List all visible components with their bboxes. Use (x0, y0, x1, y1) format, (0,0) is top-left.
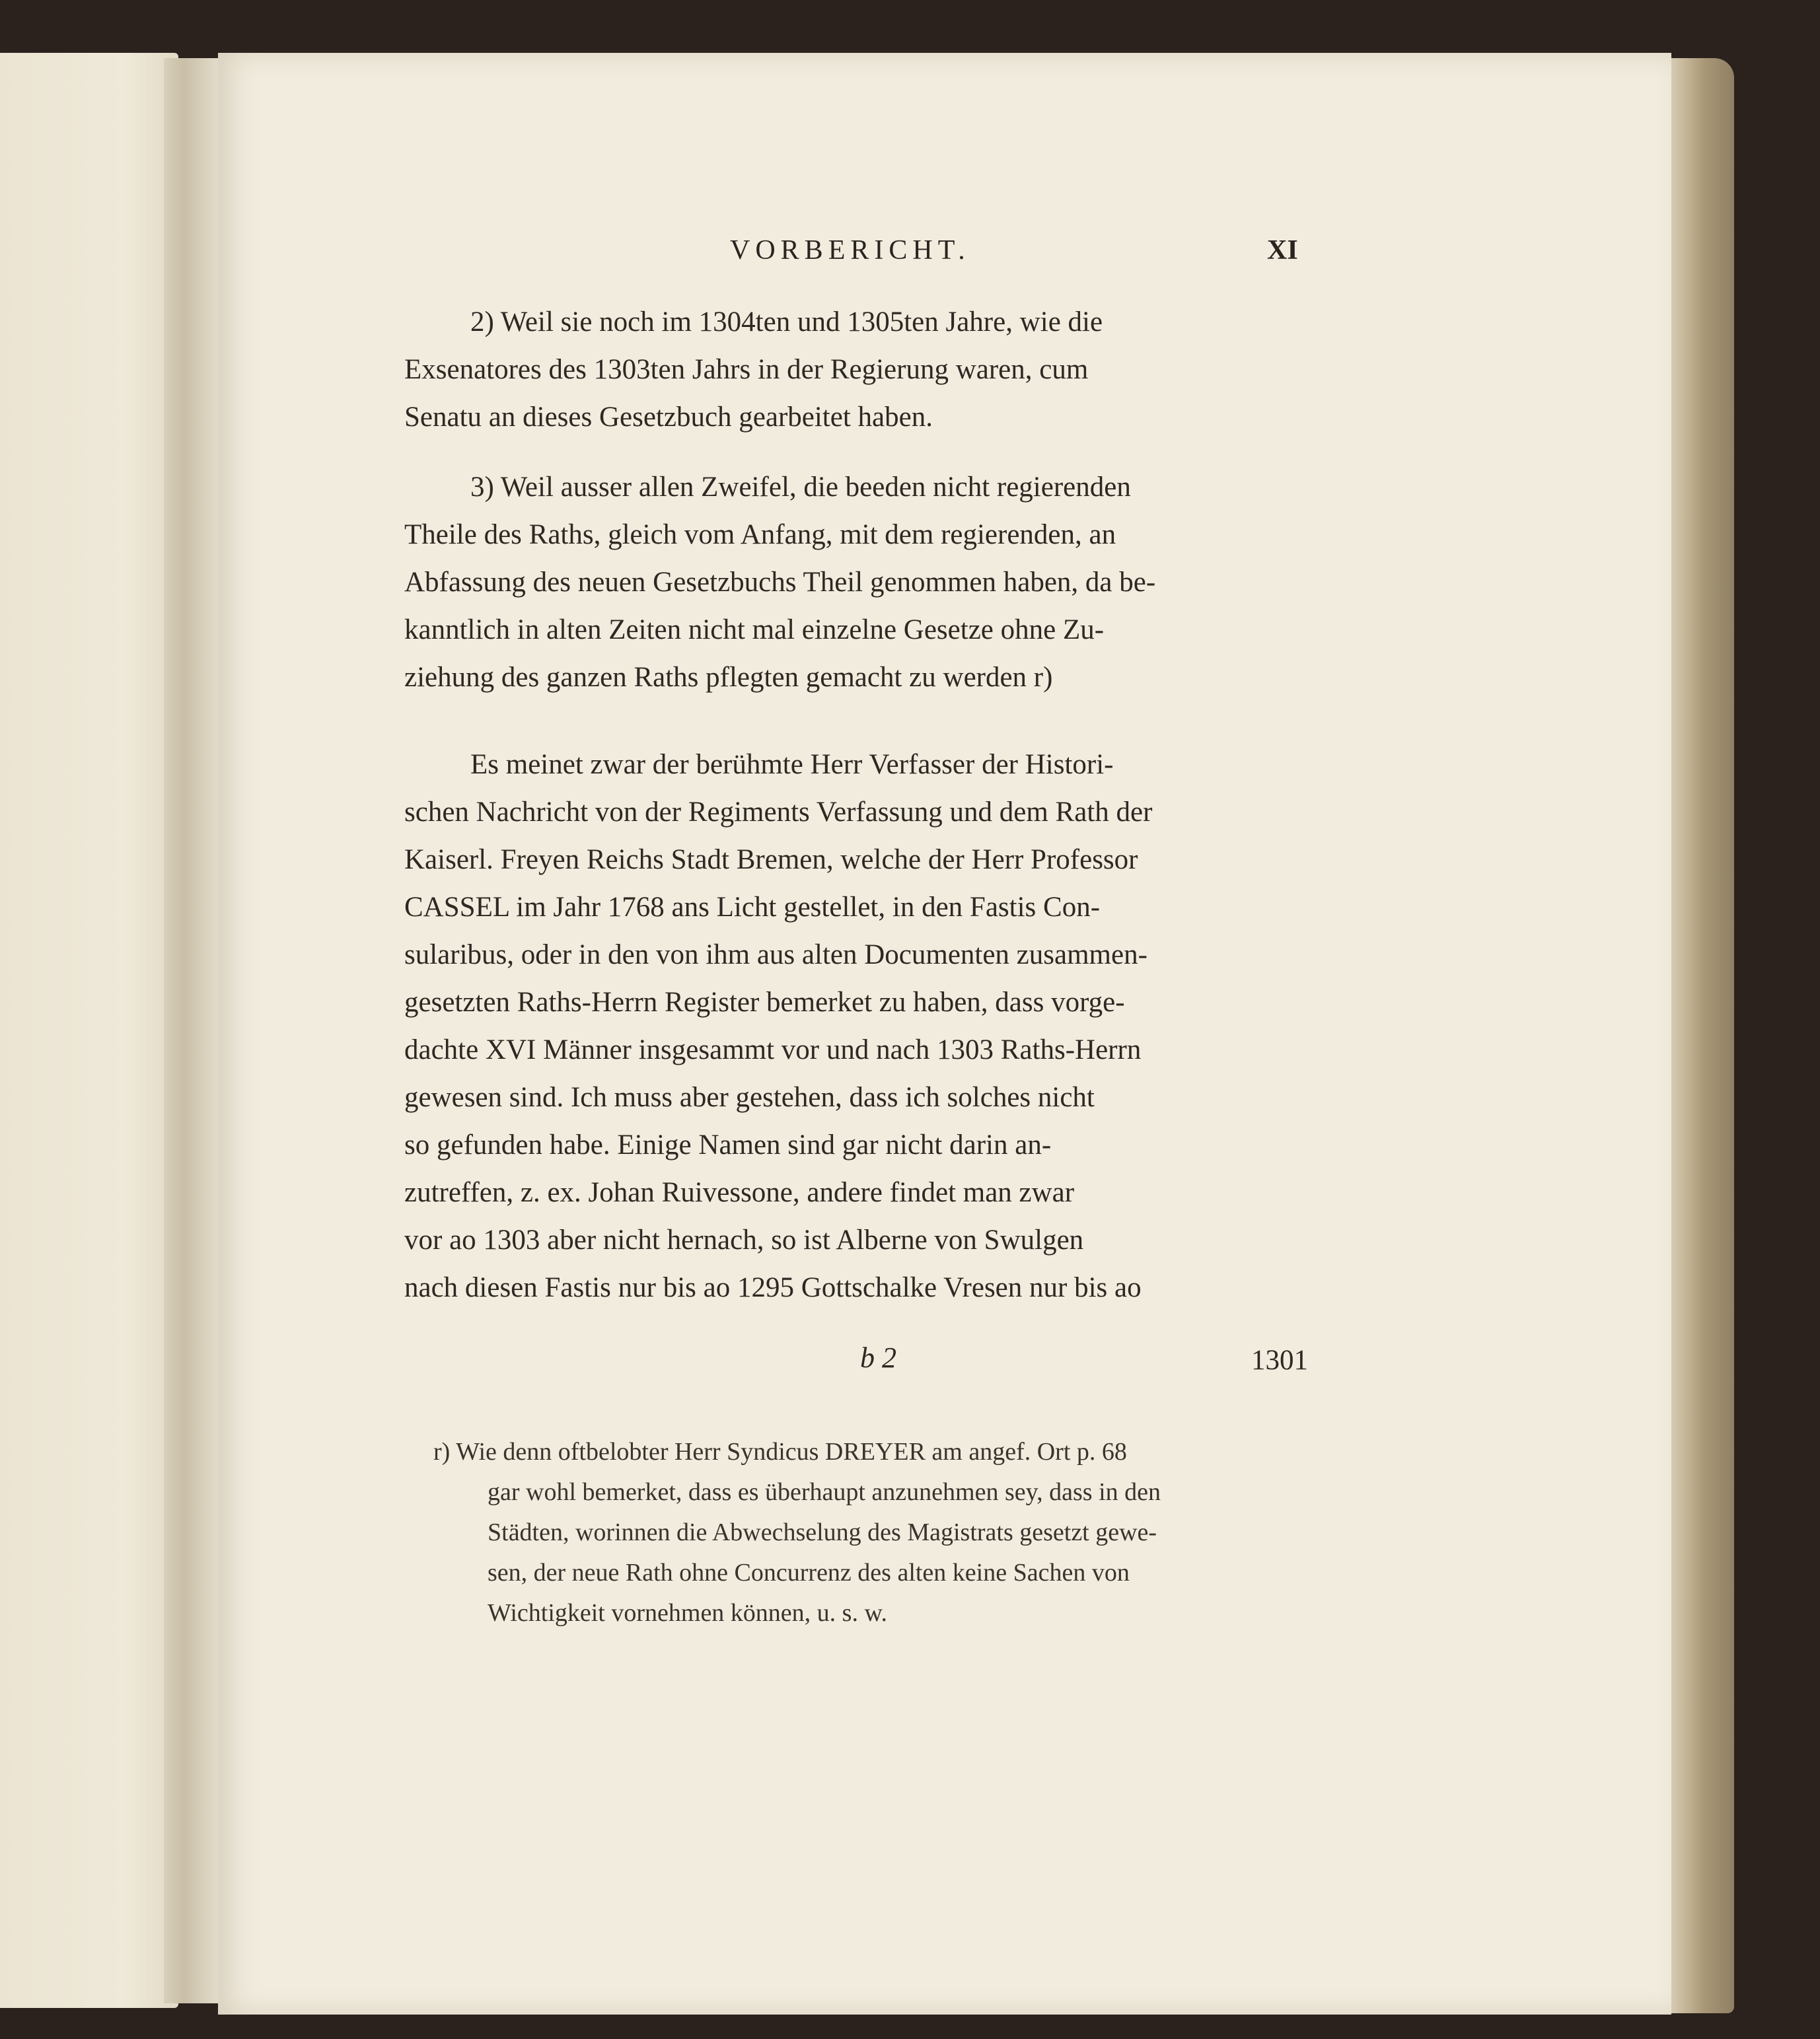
footnote-line: Städten, worinnen die Abwechselung des Magistrats gesetzt gewe- (488, 1519, 1157, 1546)
footnote-line: gar wohl bemerket, dass es überhaupt anzunehmen sey, dass in den (488, 1478, 1161, 1506)
main-text (404, 299, 1299, 1312)
paragraph-es-meinet-line: nach diesen Fastis nur bis ao 1295 Gottschalke Vresen nur bis ao (404, 1272, 1142, 1303)
paragraph-3-line: kanntlich in alten Zeiten nicht mal einzelne Gesetze ohne Zu- (404, 614, 1105, 645)
paragraph-es-meinet-line: so gefunden habe. Einige Namen sind gar nicht darin an- (404, 1129, 1052, 1161)
footnote-line: Wichtigkeit vornehmen können, u. s. w. (488, 1599, 887, 1627)
paragraph-es-meinet-line: Kaiserl. Freyen Reichs Stadt Bremen, welche der Herr Professor (404, 844, 1138, 875)
signature-mark: b 2 (860, 1341, 896, 1374)
paragraph-2-line: Exsenatores des 1303ten Jahrs in der Regierung waren, cum (404, 354, 1089, 385)
paragraph-es-meinet-line: dachte XVI Männer insgesammt vor und nach 1303 Raths-Herrn (404, 1034, 1142, 1065)
paragraph-es-meinet-line: Es meinet zwar der berühmte Herr Verfasser der Histori- (470, 749, 1114, 780)
left-page-edge (0, 53, 178, 2008)
page-fore-edge (1661, 58, 1734, 2013)
footnote-line: r) Wie denn oftbelobter Herr Syndicus DREYER am angef. Ort p. 68 (433, 1438, 1127, 1466)
paragraph-3-line: 3) Weil ausser allen Zweifel, die beeden nicht regierenden (470, 472, 1131, 503)
paragraph-3-line: Abfassung des neuen Gesetzbuchs Theil genommen haben, da be- (404, 567, 1156, 598)
paragraph-2-line: Senatu an dieses Gesetzbuch gearbeitet haben. (404, 402, 933, 433)
paragraph-3-line: ziehung des ganzen Raths pflegten gemacht zu werden r) (404, 662, 1053, 693)
running-head: VORBERICHT. (730, 235, 970, 266)
page-number: XI (1267, 235, 1298, 266)
paragraph-es-meinet-line: gewesen sind. Ich muss aber gestehen, dass ich solches nicht (404, 1082, 1095, 1113)
paragraph-es-meinet-line: CASSEL im Jahr 1768 ans Licht gestellet, in den Fastis Con- (404, 892, 1101, 923)
paragraph-es-meinet-line: zutreffen, z. ex. Johan Ruivessone, andere findet man zwar (404, 1177, 1075, 1208)
signature-line (404, 1341, 1308, 1380)
footnote (433, 1432, 1302, 1633)
paragraph-es-meinet-line: sularibus, oder in den von ihm aus alten Documenten zusammen- (404, 939, 1147, 970)
footnote-line: sen, der neue Rath ohne Concurrenz des alten keine Sachen von (488, 1559, 1130, 1587)
paragraph-es-meinet-line: schen Nachricht von der Regiments Verfassung und dem Rath der (404, 797, 1153, 828)
paragraph-3-line: Theile des Raths, gleich vom Anfang, mit dem regierenden, an (404, 519, 1116, 550)
catchword: 1301 (1251, 1345, 1308, 1376)
paragraph-es-meinet-line: gesetzten Raths-Herrn Register bemerket zu haben, dass vorge- (404, 987, 1125, 1018)
paragraph-2-line: 2) Weil sie noch im 1304ten und 1305ten Jahre, wie die (470, 306, 1103, 338)
paragraph-es-meinet-line: vor ao 1303 aber nicht hernach, so ist Alberne von Swulgen (404, 1225, 1084, 1256)
